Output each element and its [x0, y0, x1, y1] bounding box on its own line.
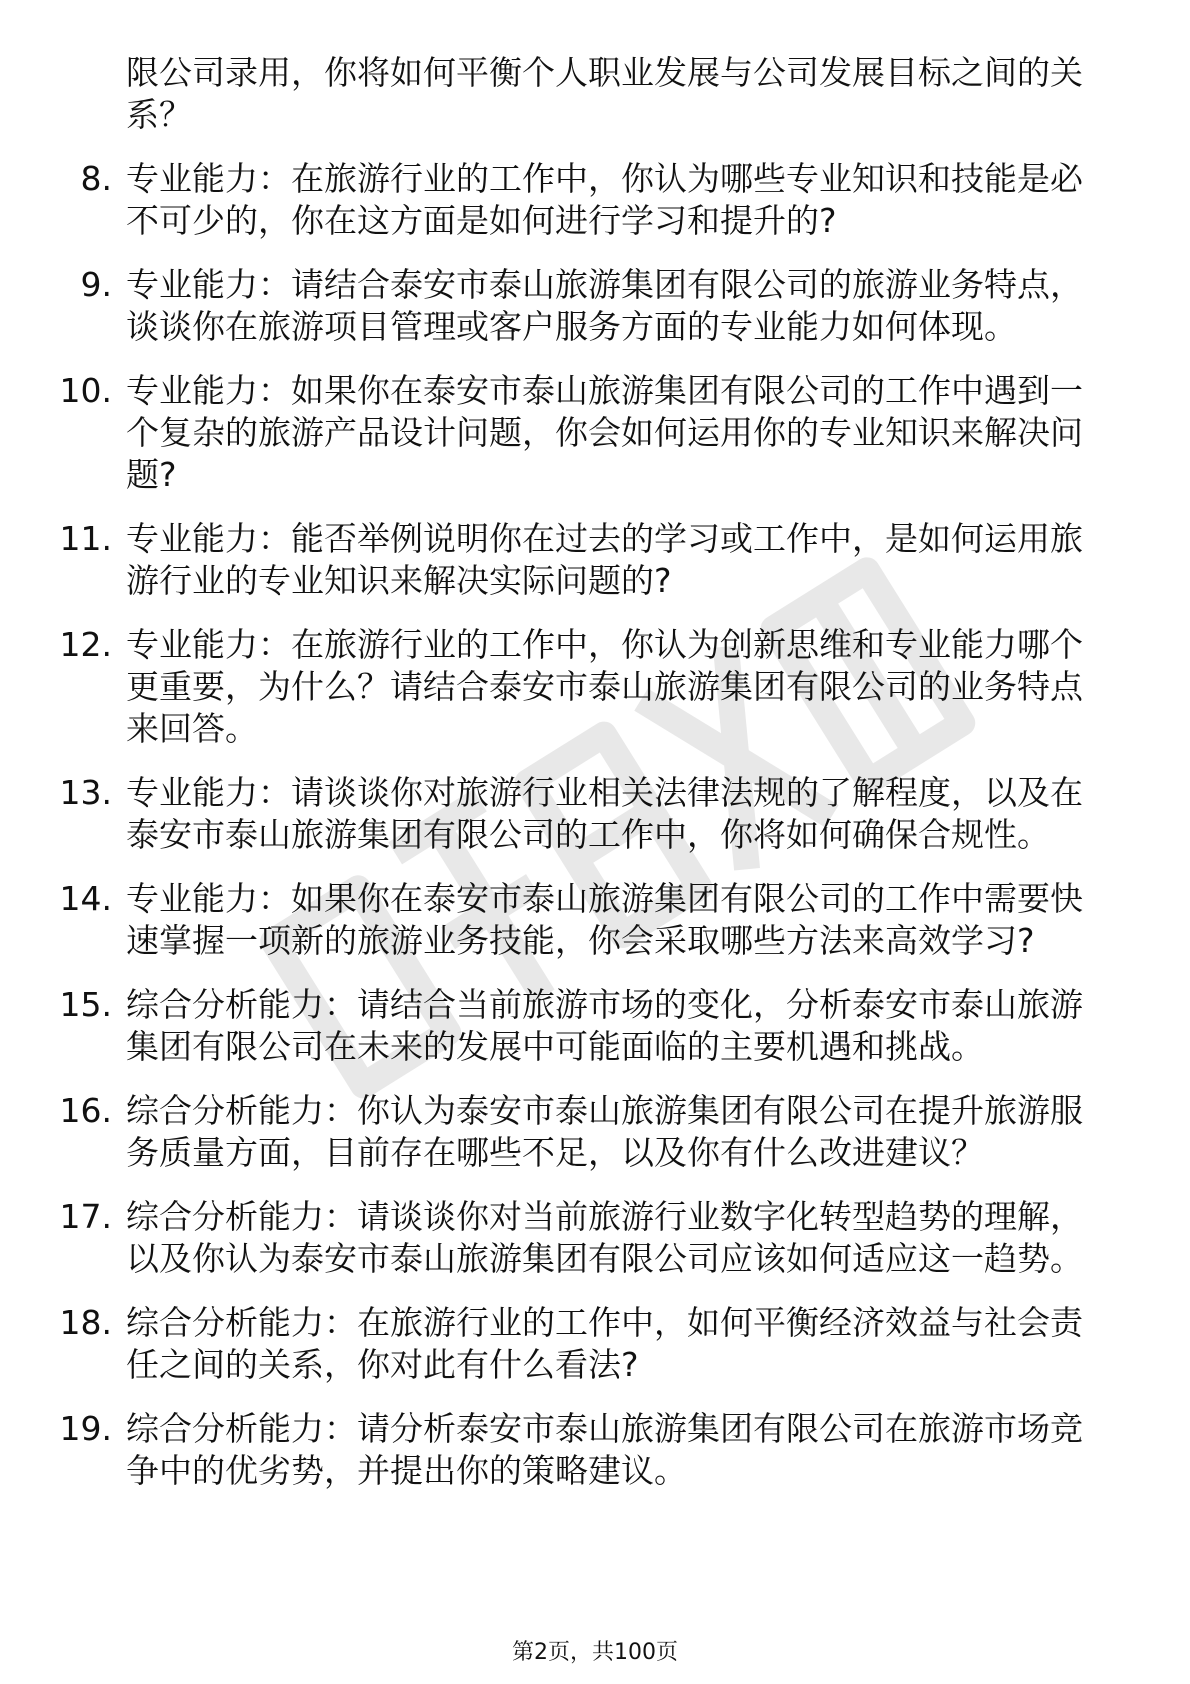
question-text: 专业能力：在旅游行业的工作中，你认为创新思维和专业能力哪个更重要，为什么？请结合泰安市泰山旅游集团有限公司的业务特点来回答。	[126, 625, 1083, 748]
list-item	[54, 1302, 1104, 1386]
question-number: 9.	[80, 265, 112, 304]
question-text: 专业能力：请谈谈你对旅游行业相关法律法规的了解程度，以及在泰安市泰山旅游集团有限公司的工作中，你将如何确保合规性。	[126, 773, 1083, 854]
list-item	[54, 518, 1104, 602]
question-text: 综合分析能力：请结合当前旅游市场的变化，分析泰安市泰山旅游集团有限公司在未来的发展中可能面临的主要机遇和挑战。	[126, 985, 1083, 1066]
question-number: 19.	[59, 1409, 112, 1448]
question-text: 综合分析能力：请分析泰安市泰山旅游集团有限公司在旅游市场竞争中的优劣势，并提出你的策略建议。	[126, 1409, 1083, 1490]
question-text: 专业能力：如果你在泰安市泰山旅游集团有限公司的工作中需要快速掌握一项新的旅游业务技能，你会采取哪些方法来高效学习?	[126, 879, 1083, 960]
question-text: 综合分析能力：在旅游行业的工作中，如何平衡经济效益与社会责任之间的关系，你对此有什么看法?	[126, 1303, 1083, 1384]
question-text: 专业能力：如果你在泰安市泰山旅游集团有限公司的工作中遇到一个复杂的旅游产品设计问题，你会如何运用你的专业知识来解决问题?	[126, 371, 1083, 494]
question-text: 专业能力：能否举例说明你在过去的学习或工作中，是如何运用旅游行业的专业知识来解决实际问题的?	[126, 519, 1083, 600]
question-text: 综合分析能力：请谈谈你对当前旅游行业数字化转型趋势的理解，以及你认为泰安市泰山旅游集团有限公司应该如何适应这一趋势。	[126, 1197, 1083, 1278]
question-number: 13.	[59, 773, 112, 812]
list-item	[54, 264, 1104, 348]
question-number: 8.	[80, 159, 112, 198]
list-item	[54, 1196, 1104, 1280]
list-item	[54, 158, 1104, 242]
question-list	[54, 52, 1104, 1514]
list-item	[54, 878, 1104, 962]
question-text: 专业能力：在旅游行业的工作中，你认为哪些专业知识和技能是必不可少的，你在这方面是如何进行学习和提升的?	[126, 159, 1083, 240]
question-number: 18.	[59, 1303, 112, 1342]
list-item	[54, 1408, 1104, 1492]
question-number: 17.	[59, 1197, 112, 1236]
question-number: 16.	[59, 1091, 112, 1130]
question-number: 12.	[59, 625, 112, 664]
list-item	[54, 772, 1104, 856]
question-number: 15.	[59, 985, 112, 1024]
list-item	[54, 984, 1104, 1068]
list-item	[54, 1090, 1104, 1174]
page-number: 第2页，共100页	[512, 1640, 678, 1665]
question-number: 10.	[59, 371, 112, 410]
question-number: 11.	[59, 519, 112, 558]
question-number: 14.	[59, 879, 112, 918]
list-item	[54, 370, 1104, 496]
question-text: 综合分析能力：你认为泰安市泰山旅游集团有限公司在提升旅游服务质量方面，目前存在哪些不足，以及你有什么改进建议？	[126, 1091, 1083, 1172]
continuation-text: 限公司录用，你将如何平衡个人职业发展与公司发展目标之间的关系？	[126, 53, 1083, 134]
question-text: 专业能力：请结合泰安市泰山旅游集团有限公司的旅游业务特点，谈谈你在旅游项目管理或客户服务方面的专业能力如何体现。	[126, 265, 1083, 346]
list-item	[54, 624, 1104, 750]
